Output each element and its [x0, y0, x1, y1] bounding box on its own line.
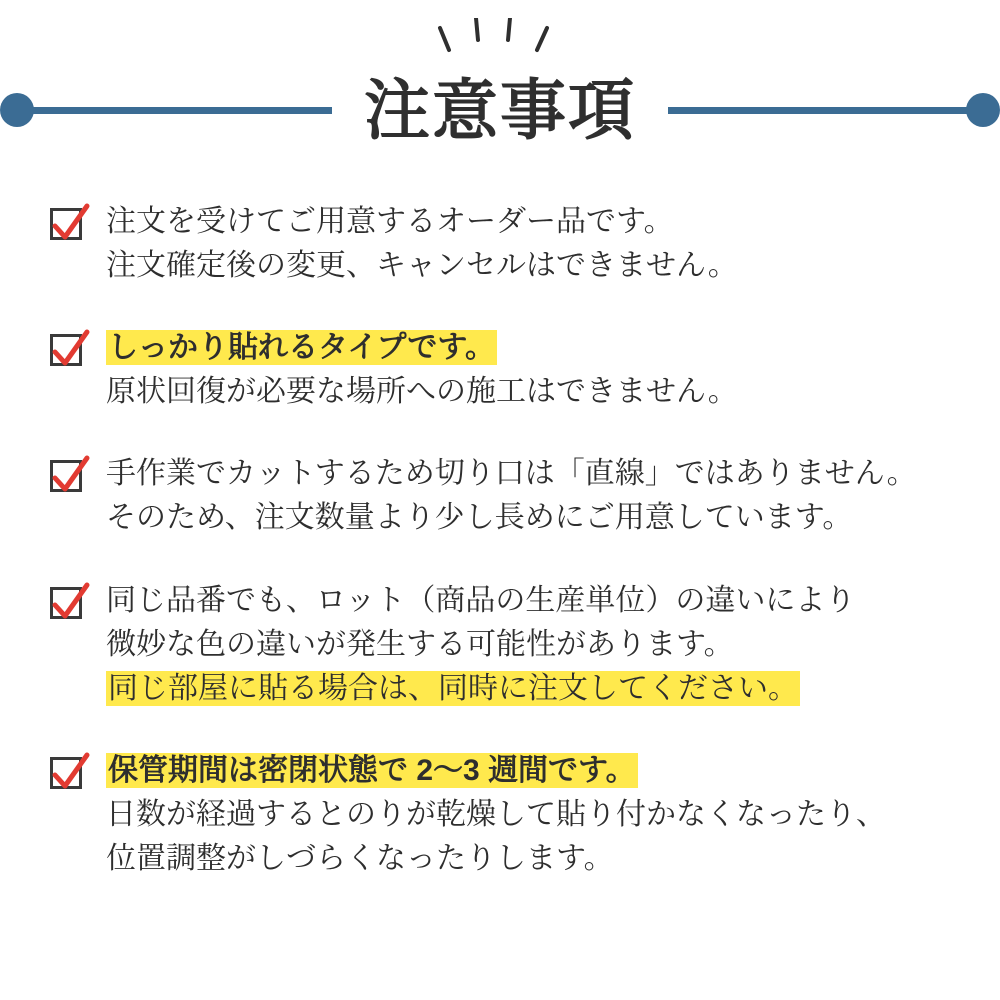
rule-line-left	[32, 107, 332, 114]
note-text	[106, 749, 1000, 881]
note-item	[0, 749, 1000, 881]
note-line: 日数が経過するとのりが乾燥して貼り付かなくなったり、	[106, 797, 886, 831]
note-text	[106, 579, 1000, 711]
note-line: 注文確定後の変更、キャンセルはできません。	[106, 249, 738, 283]
note-text	[106, 200, 1000, 288]
note-line	[106, 326, 1000, 370]
note-line	[106, 667, 1000, 711]
checked-checkbox-icon	[48, 330, 88, 370]
note-text	[106, 326, 1000, 414]
highlighted-text: しっかり貼れるタイプです。	[108, 331, 495, 365]
rule-dot-right	[966, 93, 1000, 127]
checked-checkbox-icon	[48, 204, 88, 244]
rule-dot-left	[0, 93, 34, 127]
highlighted-text: 保管期間は密閉状態で 2〜3 週間です。	[108, 753, 636, 787]
note-item	[0, 326, 1000, 414]
title-rule-right	[668, 93, 1000, 127]
note-text	[106, 452, 1000, 540]
rule-line-right	[668, 107, 968, 114]
note-line: 原状回復が必要な場所への施工はできません。	[106, 375, 738, 409]
highlighted-text: 同じ部屋に貼る場合は、同時に注文してください。	[108, 671, 798, 705]
title-rule-left	[0, 93, 332, 127]
checked-checkbox-icon	[48, 583, 88, 623]
title-row	[0, 70, 1000, 150]
note-line: 位置調整がしづらくなったりします。	[106, 842, 614, 876]
note-item	[0, 452, 1000, 540]
note-item	[0, 579, 1000, 711]
checked-checkbox-icon	[48, 753, 88, 793]
note-line: 注文を受けてご用意するオーダー品です。	[106, 205, 674, 238]
checked-checkbox-icon	[48, 456, 88, 496]
note-line: そのため、注文数量より少し長めにご用意しています。	[106, 501, 853, 535]
note-item	[0, 200, 1000, 288]
sparkle-lines-icon	[0, 18, 1000, 68]
note-line: 同じ品番でも、ロット（商品の生産単位）の違いにより	[106, 583, 856, 617]
note-line	[106, 749, 1000, 793]
note-line: 手作業でカットするため切り口は「直線」ではありません。	[106, 457, 917, 491]
page-title: 注意事項	[364, 73, 636, 147]
page-header	[0, 0, 1000, 175]
notes-list	[0, 175, 1000, 881]
note-line: 微妙な色の違いが発生する可能性があります。	[106, 627, 734, 661]
